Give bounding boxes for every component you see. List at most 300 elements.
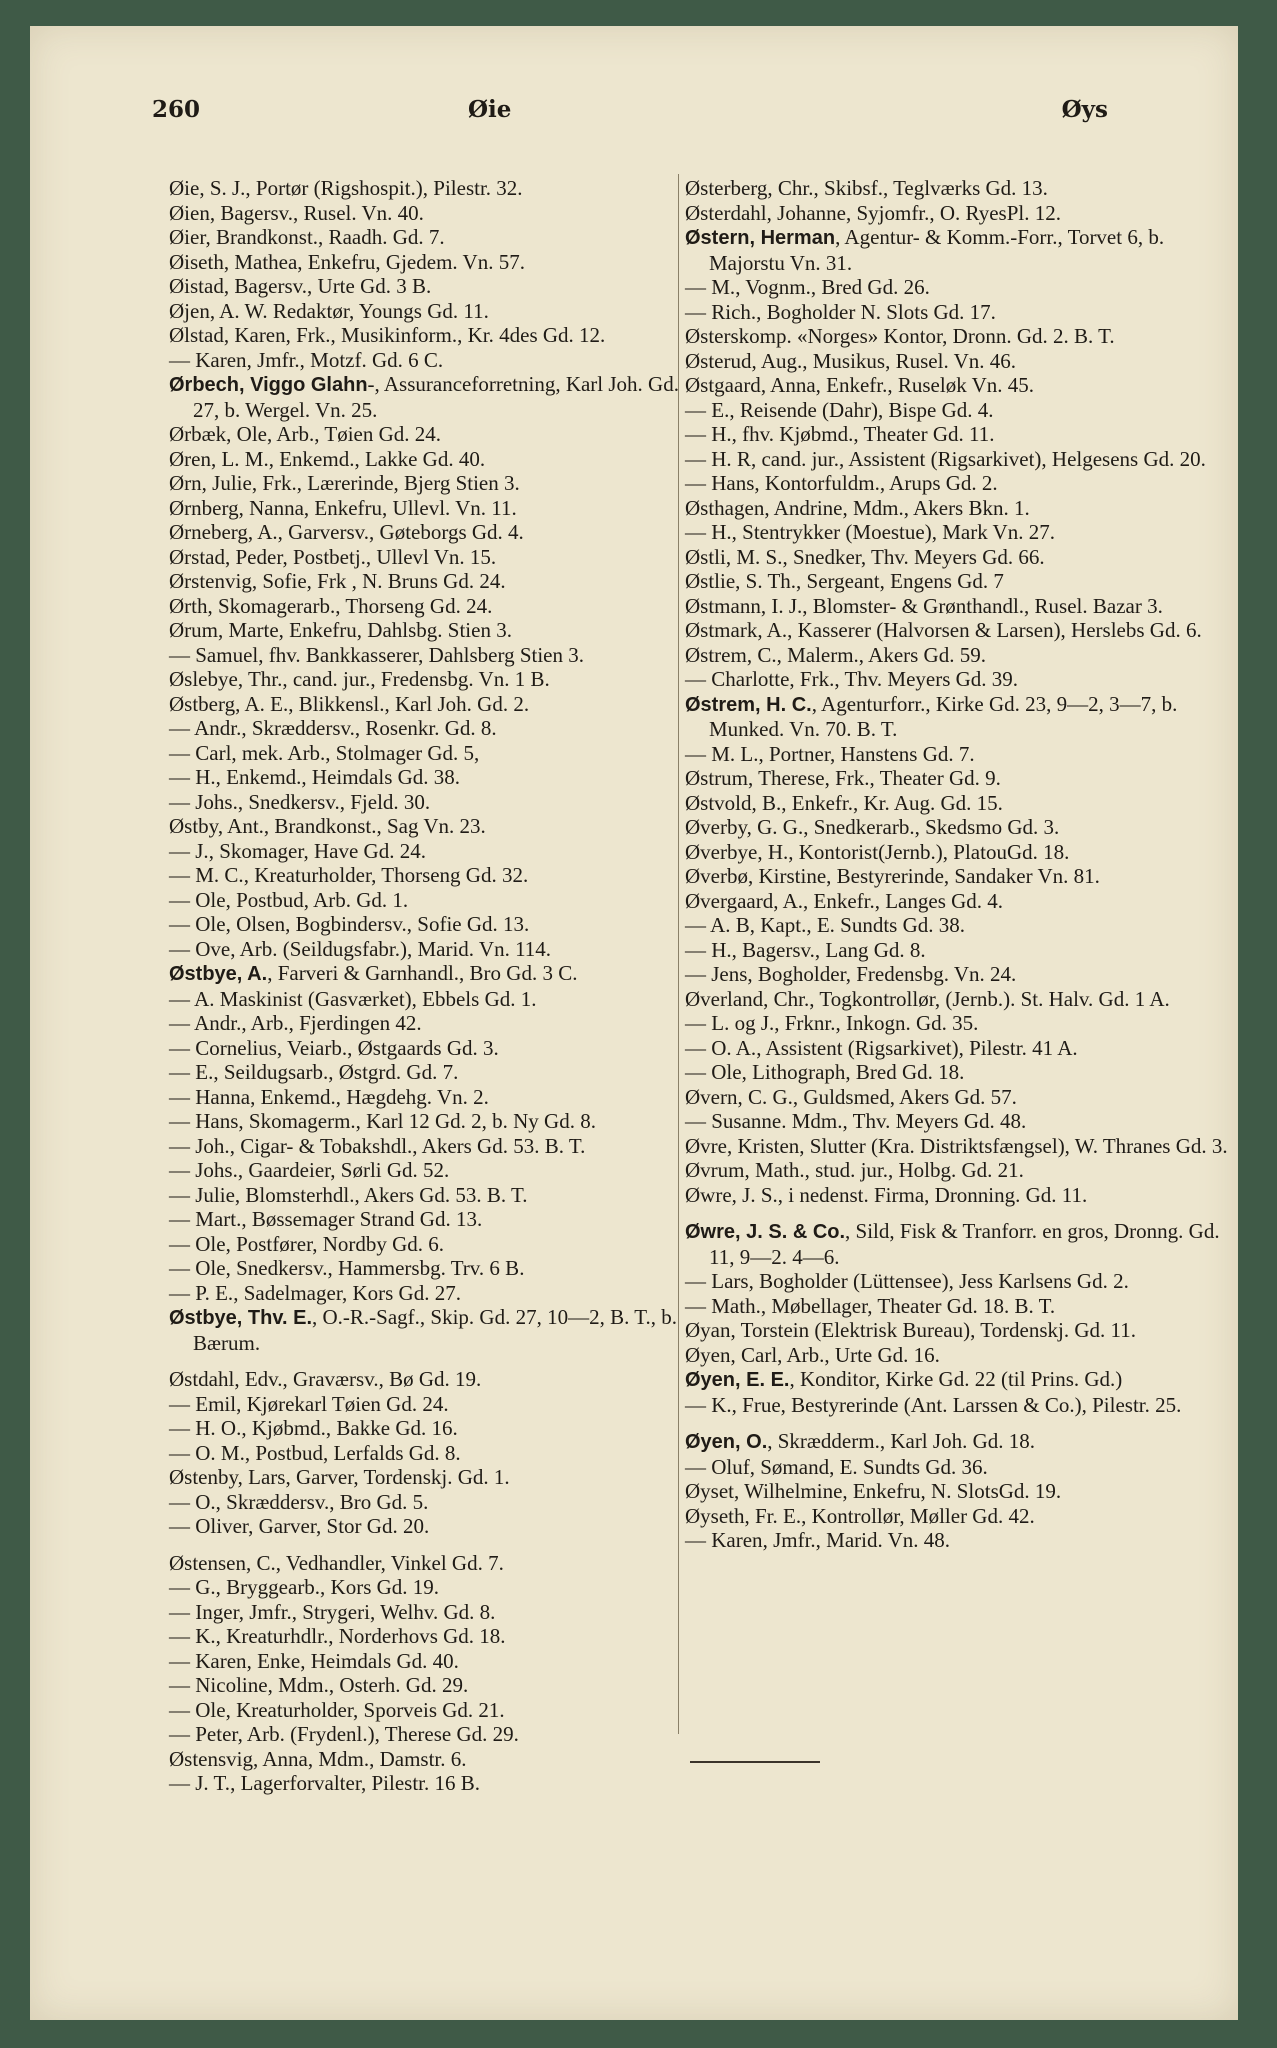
entry-name: — J.: [169, 838, 209, 863]
directory-entry: [169, 447, 696, 472]
entry-details: , Karen, Frk., Musikinform., Kr. 4des Gd. 12.: [223, 323, 606, 347]
directory-entry: [169, 225, 696, 250]
entry-name: Østby: [169, 814, 218, 838]
entry-details: , Torstein (Elektrisk Bureau), Tordenskj. Gd. 11.: [730, 1318, 1137, 1342]
directory-entry: [169, 1392, 696, 1417]
directory-entry: [685, 1393, 1230, 1418]
directory-entry: [169, 765, 696, 790]
entry-name: Øvre: [685, 1133, 727, 1158]
entry-details: Maskinist (Gasværket), Ebbels Gd. 1.: [214, 986, 537, 1011]
entry-details: , Blomsterhdl., Akers Gd. 53. B. T.: [234, 1182, 528, 1207]
entry-name: Øslebye: [169, 667, 238, 691]
directory-entry: [685, 373, 1230, 398]
directory-entry: [169, 1183, 696, 1208]
directory-entry: [169, 1514, 696, 1539]
directory-entry: [685, 766, 1230, 791]
entry-name-bold: Øwre, J. S. & Co.: [685, 1221, 846, 1243]
entry-details: , mek. Arb., Stolmager Gd. 5,: [231, 740, 480, 765]
directory-entry: [169, 814, 696, 839]
entry-details: , Frue, Bestyrerinde (Ant. Larssen & Co.), Pilestr. 25.: [731, 1392, 1182, 1417]
entry-details: , Nanna, Enkefru, Ullevl. Vn. 11.: [238, 495, 517, 520]
entry-details: , Edv., Graværsv., Bø Gd. 19.: [234, 1367, 482, 1391]
directory-entry: [169, 987, 696, 1012]
directory-entry: [169, 667, 696, 692]
directory-entry: [685, 447, 1230, 472]
entry-details: , Bøssemager Strand Gd. 13.: [241, 1207, 483, 1231]
directory-entry: [169, 1011, 696, 1036]
entry-details: , Anna, Enkefr., Ruseløk Vn. 45.: [760, 373, 1034, 397]
entry-details: , Skomagerm., Karl 12 Gd. 2, b. Ny Gd. 8.: [238, 1109, 596, 1133]
entry-name: — J. T.: [169, 1771, 231, 1795]
entry-name: — O.: [169, 1489, 216, 1514]
entry-details: , Lagerforvalter, Pilestr. 16 B.: [230, 1771, 480, 1795]
entry-name: — Hans: [169, 1109, 239, 1133]
entry-name-bold: Østbye, A.: [169, 963, 268, 985]
directory-entry: [169, 520, 696, 545]
directory-entry: [169, 422, 696, 447]
entry-details: , Reisende (Dahr), Bispe Gd. 4.: [729, 397, 994, 422]
directory-entry: [169, 1416, 696, 1441]
entry-details: , Veiarb., Østgaards Gd. 3.: [276, 1035, 499, 1060]
entry-name: — Carl: [169, 740, 232, 765]
entry-details: , Garver, Stor Gd. 20.: [248, 1514, 430, 1538]
guide-word-right: Øys: [1061, 96, 1108, 123]
entry-details: , Farveri & Garnhandl., Bro Gd. 3 C.: [267, 961, 578, 985]
entry-details: , Chr., Skibsf., Teglværks Gd. 13.: [767, 176, 1048, 200]
directory-entry: [169, 888, 696, 913]
entry-details: , Frk., Thv. Meyers Gd. 39.: [789, 667, 1019, 691]
entry-name: Østerud: [685, 348, 752, 373]
entry-name: — H.: [685, 937, 732, 962]
entry-details: , C., Vedhandler, Vinkel Gd. 7.: [246, 1550, 504, 1575]
entry-name: Østensvig: [169, 1746, 253, 1771]
entry-name: Ørneberg: [169, 520, 248, 544]
directory-entry: [685, 1343, 1230, 1368]
entry-details: , L. M., Enkemd., Lakke Gd. 40.: [210, 446, 486, 471]
entry-details: , Konditor, Kirke Gd. 22 (til Prins. Gd.): [789, 1367, 1123, 1391]
entry-name: Østerdahl: [685, 200, 767, 225]
directory-entry: [685, 742, 1230, 767]
entry-details: , Gaardeier, Sørli Gd. 52.: [237, 1158, 450, 1182]
entry-name: — O. A.: [685, 1035, 757, 1060]
directory-entry: [685, 938, 1230, 963]
directory-entry: [685, 1060, 1230, 1085]
entry-details: , Aug., Musikus, Rusel. Vn. 46.: [751, 348, 1016, 373]
directory-entry: [169, 1649, 696, 1674]
entry-details: , Skrædderm., Karl Joh. Gd. 18.: [767, 1429, 1035, 1453]
directory-entry: [685, 1085, 1230, 1110]
directory-entry: [169, 863, 696, 888]
entry-details: , Jmfr., Marid. Vn. 48.: [762, 1528, 951, 1552]
entry-details: , Sild, Fisk & Tranforr. en gros, Dronng. Gd. 11, 9—2. 4—6.: [709, 1219, 1220, 1269]
directory-entry: [169, 1490, 696, 1515]
entry-name-bold: Østrem, H. C.: [685, 693, 812, 716]
entry-name: Øyan: [685, 1318, 731, 1342]
directory-entry: [685, 398, 1230, 423]
entry-details: , Enke, Heimdals Gd. 40.: [246, 1648, 459, 1673]
directory-entry: [169, 741, 696, 766]
entry-name: — Johs.: [169, 789, 238, 814]
entry-name: — H.: [685, 422, 732, 446]
entry-name: Øverbye: [685, 839, 758, 864]
entry-details: , Postfører, Nordby Gd. 6.: [225, 1231, 445, 1256]
entry-name: — P. E.: [169, 1280, 234, 1305]
entry-name: — Ove: [169, 936, 231, 961]
entry-details: , Jmfr., Motzf. Gd. 6 C.: [246, 347, 444, 372]
directory-entry: [685, 1455, 1230, 1480]
entry-name: — Andr.: [169, 716, 242, 740]
directory-entry: [685, 667, 1230, 692]
entry-details: , C., Malerm., Akers Gd. 59.: [746, 642, 986, 667]
directory-entry: [169, 1232, 696, 1257]
directory-entry: [169, 201, 696, 226]
entry-name: Ørth: [169, 593, 208, 618]
directory-entry: [169, 1747, 696, 1772]
directory-entry: [169, 937, 696, 962]
directory-entry: [169, 1109, 696, 1134]
entry-details: , Postbud, Lerfalds Gd. 8.: [244, 1440, 461, 1465]
directory-entry: [169, 1575, 696, 1600]
entry-name: Øverland: [685, 986, 764, 1011]
entry-details: , fhv. Kjøbmd., Theater Gd. 11.: [731, 422, 995, 446]
entry-details: , Marte, Enkefru, Dahlsbg. Stien 3.: [218, 618, 512, 642]
directory-entry: [169, 1158, 696, 1183]
entry-details: , Skræddersv., Bro Gd. 5.: [215, 1489, 429, 1514]
directory-entry: [685, 225, 1230, 275]
directory-entry: [685, 791, 1230, 816]
directory-entry: [685, 545, 1230, 570]
directory-entry: [169, 1624, 696, 1649]
entry-details: , Brandkonst., Raadh. Gd. 7.: [205, 225, 445, 249]
entry-details: , Postbud, Arb. Gd. 1.: [225, 887, 409, 912]
directory-entry: [685, 815, 1230, 840]
entry-details: , Bogholder, Fredensbg. Vn. 24.: [747, 962, 1017, 986]
entry-name: Østli: [685, 544, 726, 569]
entry-details: , Sofie, Frk , N. Bruns Gd. 24.: [251, 569, 506, 593]
directory-page: [30, 26, 1238, 2020]
entry-name-bold: Østbye, Thv. E.: [169, 1307, 312, 1329]
entry-name: Ørbæk: [169, 422, 227, 446]
entry-name-bold: Østern, Herman: [685, 227, 836, 249]
entry-name: Østensen: [169, 1550, 246, 1575]
entry-details: , Bagersv., Urte Gd. 3 B.: [223, 274, 432, 298]
entry-details: , Mathea, Enkefru, Gjedem. Vn. 57.: [223, 249, 525, 274]
entry-details: , Sadelmager, Kors Gd. 27.: [233, 1280, 461, 1305]
entry-details: , fhv. Bankkasserer, Dahlsberg Stien 3.: [258, 642, 585, 667]
entry-name: — A.: [169, 986, 215, 1011]
directory-entry: [169, 176, 696, 201]
entry-details: , S. J., Portør (Rigshospit.), Pilestr. 32.: [199, 176, 523, 200]
directory-entry: [169, 1465, 696, 1490]
directory-entry: [169, 643, 696, 668]
entry-name: — Cornelius: [169, 1035, 277, 1060]
directory-entry: [169, 1085, 696, 1110]
entry-details: , Olsen, Bogbindersv., Sofie Gd. 13.: [225, 912, 530, 936]
entry-details: , Anna, Mdm., Damstr. 6.: [253, 1746, 467, 1771]
entry-name: — Nicoline: [169, 1673, 268, 1697]
entry-details: , Snedkersv., Hammersbg. Trv. 6 B.: [225, 1256, 525, 1280]
entry-details: . Mdm., Thv. Meyers Gd. 48.: [781, 1109, 1027, 1133]
directory-entry: [169, 372, 696, 422]
entry-details: , Assistent (Rigsarkivet), Pilestr. 41 A.: [756, 1035, 1078, 1060]
entry-details: , Carl, Arb., Urte Gd. 16.: [730, 1342, 940, 1367]
directory-entry: [169, 594, 696, 619]
entry-name: Øyseth: [685, 1503, 745, 1528]
entry-details: , A., Garversv., Gøteborgs Gd. 4.: [247, 520, 524, 544]
entry-name: — Susanne: [685, 1109, 782, 1133]
entry-name: — K.: [685, 1392, 732, 1417]
directory-entry: [685, 275, 1230, 300]
entry-name: Øien: [169, 200, 210, 225]
entry-name: — Hanna: [169, 1084, 251, 1109]
directory-entry: [685, 520, 1230, 545]
entry-name: Ørstenvig: [169, 569, 252, 593]
end-rule: [690, 1761, 820, 1763]
entry-name: Østenby: [169, 1465, 238, 1489]
directory-entry: [169, 1134, 696, 1159]
entry-details: , Mdm., Osterh. Gd. 29.: [267, 1673, 469, 1697]
entry-name: — Oliver: [169, 1514, 249, 1538]
entry-name: — Mart.: [169, 1207, 242, 1231]
directory-entry: [685, 201, 1230, 226]
entry-details: , Kristen, Slutter (Kra. Distriktsfængsel), W. Thranes Gd. 3.: [726, 1133, 1228, 1158]
entry-details: , Bogholder N. Slots Gd. 17.: [756, 299, 996, 324]
entry-name: Øverbø: [685, 864, 748, 888]
entry-details: , Kapt., E. Sundts Gd. 38.: [749, 913, 966, 937]
directory-entry: [169, 716, 696, 741]
directory-entry: [169, 961, 696, 987]
entry-details: , Enkemd., Heimdals Gd. 38.: [215, 765, 461, 789]
directory-entry: [685, 962, 1230, 987]
directory-entry: [169, 250, 696, 275]
entry-name: — M.: [685, 275, 736, 299]
entry-name: — H. O.: [169, 1416, 242, 1440]
entry-details: , M. S., Snedker, Thv. Meyers Gd. 66.: [725, 544, 1045, 569]
directory-entry: [685, 864, 1230, 889]
entry-name: — Inger: [169, 1599, 239, 1624]
entry-details: , Portner, Hanstens Gd. 7.: [758, 741, 975, 766]
entry-name: — O. M.: [169, 1440, 245, 1465]
entry-details: , Lars, Garver, Tordenskj. Gd. 1.: [237, 1465, 510, 1489]
entry-name: Østrem: [685, 642, 747, 667]
directory-entry: [685, 1036, 1230, 1061]
entry-details: , G. G., Snedkerarb., Skedsmo Gd. 3.: [746, 815, 1060, 839]
entry-name: — L.: [685, 1011, 730, 1035]
entry-details: , cand. jur., Assistent (Rigsarkivet), Helgesens Gd. 20.: [750, 446, 1206, 471]
entry-details: , Ole, Arb., Tøien Gd. 24.: [226, 422, 442, 446]
entry-name: — E.: [169, 1060, 214, 1084]
directory-entry: [685, 1504, 1230, 1529]
entry-details: , Agentur- & Komm.-Forr., Torvet 6, b. Majorstu Vn. 31.: [709, 225, 1165, 275]
entry-name: — M. C.: [169, 863, 244, 887]
directory-entry: [685, 1318, 1230, 1343]
directory-entry: [169, 790, 696, 815]
entry-details: , Math., stud. jur., Holbg. Gd. 21.: [744, 1158, 1024, 1182]
entry-name: — Ole: [169, 1256, 226, 1280]
directory-entry: [685, 692, 1230, 742]
directory-entry: [169, 348, 696, 373]
entry-name: Østrum: [685, 766, 748, 790]
entry-details: og J., Frknr., Inkogn. Gd. 35.: [729, 1011, 979, 1035]
entry-details: , Thr., cand. jur., Fredensbg. Vn. 1 B.: [237, 667, 550, 691]
directory-entry: [169, 1551, 696, 1576]
entry-details: , A., Kasserer (Halvorsen & Larsen), Herslebs Gd. 6.: [757, 618, 1202, 642]
entry-details: , A., Enkefr., Langes Gd. 4.: [773, 888, 1004, 913]
entry-details: , Kreaturholder, Thorseng Gd. 32.: [243, 863, 529, 887]
entry-details: , Bryggearb., Kors Gd. 19.: [215, 1575, 440, 1599]
entry-details: , Bagersv., Lang Gd. 8.: [731, 937, 926, 962]
entry-name: — Ole: [685, 1060, 742, 1084]
entry-name: Østberg: [169, 691, 236, 716]
entry-name: — Joh.: [169, 1133, 230, 1158]
entry-details: , Ant., Brandkonst., Sag Vn. 23.: [217, 814, 486, 838]
directory-entry: [685, 1109, 1230, 1134]
directory-entry: [169, 1441, 696, 1466]
directory-entry: [169, 569, 696, 594]
entry-name: Øvern: [685, 1084, 738, 1109]
directory-entry: [685, 889, 1230, 914]
directory-entry: [169, 1305, 696, 1355]
directory-entry: [169, 839, 696, 864]
entry-details: , Vognm., Bred Gd. 26.: [735, 275, 930, 299]
entry-details: , Wilhelmine, Enkefru, N. SlotsGd. 19.: [734, 1479, 1062, 1503]
entry-details: , J. S., i nedenst. Firma, Dronning. Gd. 11.: [731, 1182, 1088, 1207]
entry-name: Øyen: [685, 1342, 731, 1367]
entry-details: , S. Th., Sergeant, Engens Gd. 7: [735, 569, 1004, 593]
directory-entry: [685, 349, 1230, 374]
directory-entry: [685, 1134, 1230, 1159]
entry-details: , Jmfr., Strygeri, Welhv. Gd. 8.: [238, 1599, 496, 1624]
entry-details: , Kreaturhdlr., Norderhovs Gd. 18.: [215, 1624, 506, 1648]
entry-name: — Charlotte: [685, 667, 790, 691]
directory-entry: [169, 274, 696, 299]
directory-entry: [169, 1600, 696, 1625]
entry-details: , Arb., Fjerdingen 42.: [241, 1011, 422, 1035]
entry-details: , H., Kontorist(Jernb.), PlatouGd. 18.: [757, 839, 1070, 864]
directory-entry: [685, 1158, 1230, 1183]
directory-entry: [169, 545, 696, 570]
directory-entry: [169, 618, 696, 643]
directory-entry: [169, 471, 696, 496]
directory-entry: [685, 422, 1230, 447]
entry-details: , Bogholder (Lüttensee), Jess Karlsens Gd. 2.: [748, 1269, 1129, 1293]
entry-details: , A. E., Blikkensl., Karl Joh. Gd. 2.: [235, 691, 530, 716]
entry-details: , Johanne, Syjomfr., O. RyesPl. 12.: [766, 200, 1061, 225]
entry-details: , Fr. E., Kontrollør, Møller Gd. 42.: [744, 1503, 1035, 1528]
entry-details: , Lithograph, Bred Gd. 18.: [741, 1060, 965, 1084]
directory-entry: [685, 1183, 1230, 1208]
entry-name: — Peter: [169, 1722, 238, 1746]
directory-entry: [169, 1771, 696, 1796]
entry-details: , Stentrykker (Moestue), Mark Vn. 27.: [731, 520, 1055, 544]
directory-entry: [169, 1036, 696, 1061]
entry-name: Østvold: [685, 790, 752, 815]
entry-name: Østdahl: [169, 1367, 235, 1391]
entry-details: , Chr., Togkontrollør, (Jernb.). St. Halv. Gd. 1 A.: [763, 986, 1170, 1011]
entry-details: -, Assuranceforretning, Karl Joh. Gd. 27, b. Wergel. Vn. 25.: [193, 372, 679, 422]
entry-name: — Ole: [169, 1697, 226, 1722]
directory-entry: [685, 1528, 1230, 1553]
entry-details: , Kirstine, Bestyrerinde, Sandaker Vn. 81.: [747, 864, 1100, 888]
entry-details: , Peder, Postbetj., Ullevl Vn. 15.: [225, 544, 497, 569]
directory-entry: [685, 594, 1230, 619]
directory-entry: [685, 496, 1230, 521]
page-header: [150, 96, 1150, 136]
entry-name: Øwre: [685, 1182, 732, 1207]
entry-details: , Agenturforr., Kirke Gd. 23, 9—2, 3—7, b. Munked. Vn. 70. B. T.: [709, 691, 1178, 741]
entry-name: Østmann: [685, 593, 761, 618]
directory-entry: [169, 323, 696, 348]
directory-entry: [685, 1011, 1230, 1036]
directory-entry: [685, 1479, 1230, 1504]
entry-name: Ørstad: [169, 544, 225, 569]
directory-entry: [685, 1269, 1230, 1294]
entry-name: — M. L.: [685, 741, 759, 766]
entry-name: Østmark: [685, 618, 758, 642]
directory-entry: [169, 1722, 696, 1747]
entry-details: , Arb. (Frydenl.), Therese Gd. 29.: [237, 1722, 519, 1746]
entry-name: Øiseth: [169, 249, 224, 274]
directory-entry: [169, 1673, 696, 1698]
directory-entry: [169, 912, 696, 937]
entry-name: Øren: [169, 446, 211, 471]
directory-entry: [685, 643, 1230, 668]
entry-name: — Ole: [169, 912, 226, 936]
entry-name: — Ole: [169, 1231, 226, 1256]
entry-details: , Kjøbmd., Bakke Gd. 16.: [241, 1416, 458, 1440]
entry-name: Ørnberg: [169, 495, 239, 520]
entry-details: , Bagersv., Rusel. Vn. 40.: [209, 200, 424, 225]
entry-details: , Snedkersv., Fjeld. 30.: [237, 789, 431, 814]
left-column: [169, 176, 696, 1796]
entry-details: , Therese, Frk., Theater Gd. 9.: [748, 766, 1001, 790]
entry-name: Øverby: [685, 815, 747, 839]
entry-name: — Karen: [169, 1648, 247, 1673]
entry-details: , O.-R.-Sagf., Skip. Gd. 27, 10—2, B. T., b. Bærum.: [193, 1305, 677, 1355]
directory-entry: [169, 1698, 696, 1723]
directory-entry: [685, 618, 1230, 643]
entry-details: , Arb. (Seildugsfabr.), Marid. Vn. 114.: [230, 936, 552, 961]
directory-entry: [169, 299, 696, 324]
entry-name: — Rich.: [685, 299, 757, 324]
entry-details: «Norges» Kontor, Dronn. Gd. 2. B. T.: [791, 324, 1115, 348]
directory-entry: [685, 1219, 1230, 1269]
entry-name: Øyset: [685, 1479, 734, 1503]
entry-name: — K.: [169, 1624, 216, 1648]
directory-entry: [169, 1256, 696, 1281]
entry-name: — Oluf: [685, 1454, 750, 1479]
entry-name: — Lars: [685, 1269, 749, 1293]
entry-details: , Møbellager, Theater Gd. 18. B. T.: [760, 1293, 1056, 1318]
entry-name: Øvrum: [685, 1158, 745, 1182]
entry-details: , Kontorfuldm., Arups Gd. 2.: [754, 471, 998, 495]
entry-name: Ølstad: [169, 323, 224, 347]
entry-details: , Skomager, Have Gd. 24.: [208, 838, 426, 863]
entry-name: — Karen: [685, 1528, 763, 1552]
entry-details: , Seildugsarb., Østgrd. Gd. 7.: [213, 1060, 459, 1084]
entry-details: , Skræddersv., Rosenkr. Gd. 8.: [241, 716, 497, 740]
directory-entry: [169, 1060, 696, 1085]
directory-entry: [169, 1207, 696, 1232]
entry-name: — G.: [169, 1575, 216, 1599]
entry-name: Østhagen: [685, 495, 765, 520]
entry-name: — Samuel: [169, 642, 259, 667]
entry-name: — Karen: [169, 347, 247, 372]
entry-name: — A. B: [685, 913, 750, 937]
entry-details: , I. J., Blomster- & Grønthandl., Rusel. Bazar 3.: [760, 593, 1163, 618]
directory-entry: [169, 692, 696, 717]
entry-name: Øvergaard: [685, 888, 774, 913]
